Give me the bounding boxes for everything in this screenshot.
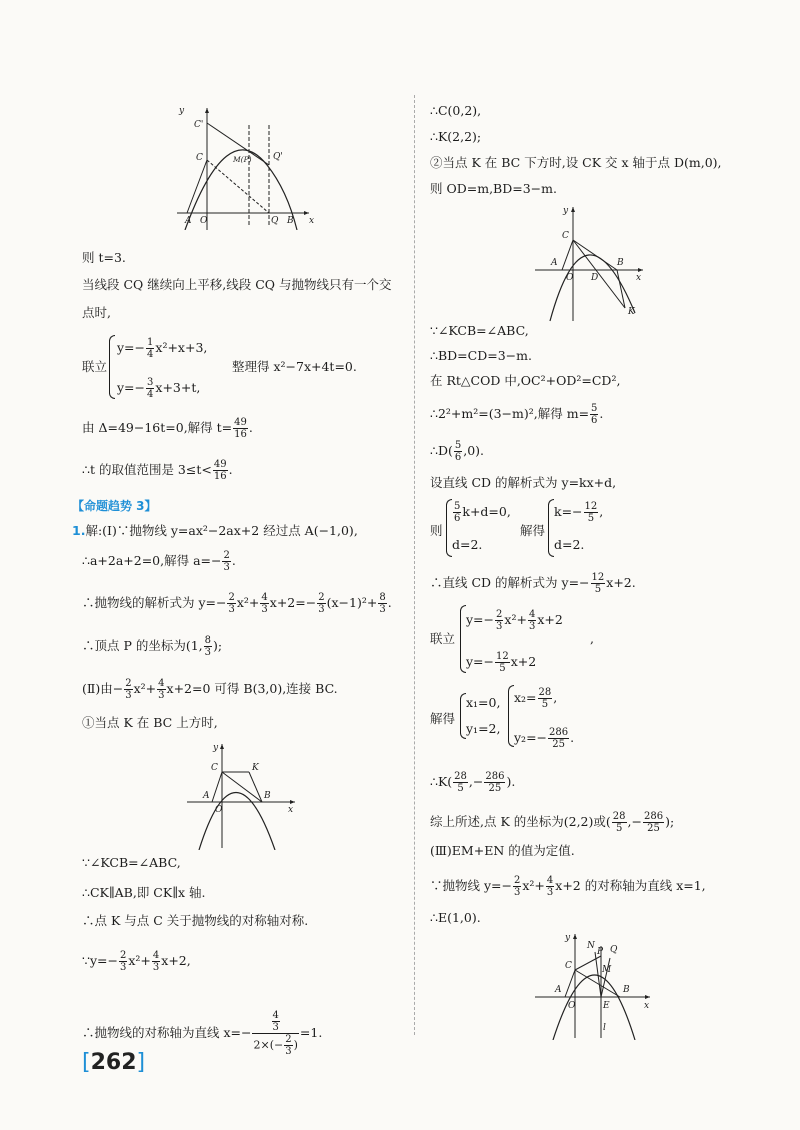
- fig4-label-x: x: [644, 1001, 650, 1011]
- text-line: ∴抛物线的解析式为 y=− $\frac{2}{3}$ x²+ $\frac{4}{3}$ x+2=− $\frac{2}{3}$ (x−1)²+ $\frac{8}{3}$ .: [82, 592, 392, 615]
- text-line: ∴顶点 P 的坐标为(1, $\frac{8}{3}$ );: [82, 635, 223, 658]
- text-line: 则 OD=m,BD=3−m.: [430, 181, 557, 196]
- fig3-label-y: y: [563, 206, 569, 216]
- figure-em-en: [535, 930, 655, 1040]
- fig4-label-n: N: [587, 941, 595, 951]
- text-line: (Ⅱ)由− $\frac{2}{3}$ x²+ $\frac{4}{3}$ x+2=0 可得 B(3,0),连接 BC.: [82, 678, 338, 701]
- page-number: [262]: [82, 1050, 146, 1075]
- text-line: ∴a+2a+2=0,解得 a=− $\frac{2}{3}$ .: [82, 550, 236, 573]
- text-line: ∴2²+m²=(3−m)²,解得 m= $\frac{5}{6}$ .: [430, 403, 604, 426]
- text-line: 则 t=3.: [82, 250, 126, 265]
- text-line: 综上所述,点 K 的坐标为(2,2)或( $\frac{28}{5}$ ,− $\frac{286}{25}$ );: [430, 811, 675, 834]
- text-line: 由 Δ=49−16t=0,解得 t= $\frac{49}{16}$ .: [82, 417, 253, 440]
- text-line: 点时,: [82, 305, 111, 320]
- text-line: ∴抛物线的对称轴为直线 x=− $\frac{4}{3}$ 2×(− $\frac{2}{3}$ ) =1.: [82, 1010, 323, 1057]
- fig4-label-e: E: [603, 1001, 610, 1011]
- text-line: ∴BD=CD=3−m.: [430, 348, 532, 363]
- text-line: 在 Rt△COD 中,OC²+OD²=CD²,: [430, 373, 621, 388]
- fig4-label-o: O: [568, 1001, 576, 1011]
- figure-cq-translation: [177, 105, 317, 230]
- text-line: ∴D( $\frac{5}{6}$ ,0).: [430, 440, 485, 463]
- figure-k-below-bc: [535, 203, 645, 323]
- fig2-label-k: K: [252, 763, 259, 773]
- fig1-label-y: y: [179, 106, 185, 116]
- text-line: ∴K(2,2);: [430, 129, 482, 144]
- fig3-label-k: K: [628, 307, 635, 317]
- text-line: ∴点 K 与点 C 关于抛物线的对称轴对称.: [82, 913, 309, 928]
- fig1-label-a: A: [185, 216, 192, 226]
- fig1-label-q1: Q': [273, 152, 283, 162]
- fig3-label-x: x: [636, 273, 642, 283]
- fig2-label-b: B: [264, 791, 271, 801]
- fig2-label-x: x: [288, 805, 294, 815]
- text-line: 设直线 CD 的解析式为 y=kx+d,: [430, 475, 617, 490]
- fig3-label-o: O: [566, 273, 574, 283]
- text-line: ①当点 K 在 BC 上方时,: [82, 715, 218, 730]
- text-line: 1.解:(Ⅰ)∵抛物线 y=ax²−2ax+2 经过点 A(−1,0),: [72, 523, 358, 538]
- fig1-label-mp: M(P): [233, 155, 252, 164]
- fig2-label-y: y: [213, 743, 219, 753]
- fig3-label-d: D: [591, 273, 599, 283]
- fig1-label-x: x: [309, 216, 315, 226]
- fig4-label-a: A: [555, 985, 562, 995]
- fig4-label-c: C: [565, 961, 572, 971]
- text-line: ∵抛物线 y=− $\frac{2}{3}$ x²+ $\frac{4}{3}$ x+2 的对称轴为直线 x=1,: [430, 875, 706, 898]
- fig1-label-o: O: [200, 216, 208, 226]
- text-line: ∴直线 CD 的解析式为 y=− $\frac{12}{5}$ x+2.: [430, 572, 636, 595]
- text-line: ∵∠KCB=∠ABC,: [82, 855, 181, 870]
- figure-k-above-bc: [187, 740, 297, 850]
- fig3-label-b: B: [617, 258, 624, 268]
- fig4-label-b: B: [623, 985, 630, 995]
- fig1-label-b: B: [287, 216, 294, 226]
- fig4-label-m: M: [602, 965, 612, 975]
- fig2-label-a: A: [203, 791, 210, 801]
- column-divider: [414, 95, 415, 1035]
- text-line: ∴CK∥AB,即 CK∥x 轴.: [82, 885, 206, 900]
- fig2-label-c: C: [211, 763, 218, 773]
- fig1-label-c: C: [196, 153, 203, 163]
- text-line: ∴C(0,2),: [430, 103, 482, 118]
- section-heading: 【命题趋势 3】: [72, 499, 157, 513]
- fig3-label-a: A: [551, 258, 558, 268]
- fig4-label-y: y: [565, 933, 571, 943]
- fig3-label-c: C: [562, 231, 569, 241]
- fig4-label-p: P: [597, 947, 604, 957]
- text-line: ∵y=− $\frac{2}{3}$ x²+ $\frac{4}{3}$ x+2,: [82, 950, 191, 973]
- text-line: 当线段 CQ 继续向上平移,线段 CQ 与抛物线只有一个交: [82, 277, 392, 292]
- text-line: ∴E(1,0).: [430, 910, 481, 925]
- text-line: (Ⅲ)EM+EN 的值为定值.: [430, 843, 575, 858]
- text-line: ∴K( $\frac{28}{5}$ ,− $\frac{286}{25}$ ).: [430, 771, 516, 794]
- fig4-label-q: Q: [610, 945, 618, 955]
- brace: [109, 335, 115, 399]
- fig2-label-o: O: [215, 805, 223, 815]
- text-line: ∵∠KCB=∠ABC,: [430, 323, 529, 338]
- text-line: ∴t 的取值范围是 3≤t< $\frac{49}{16}$ .: [82, 459, 233, 482]
- fig1-label-c1: C': [194, 120, 204, 130]
- text-line: ②当点 K 在 BC 下方时,设 CK 交 x 轴于点 D(m,0),: [430, 155, 722, 170]
- fig4-label-l: l: [603, 1023, 606, 1033]
- fig1-label-q: Q: [271, 216, 279, 226]
